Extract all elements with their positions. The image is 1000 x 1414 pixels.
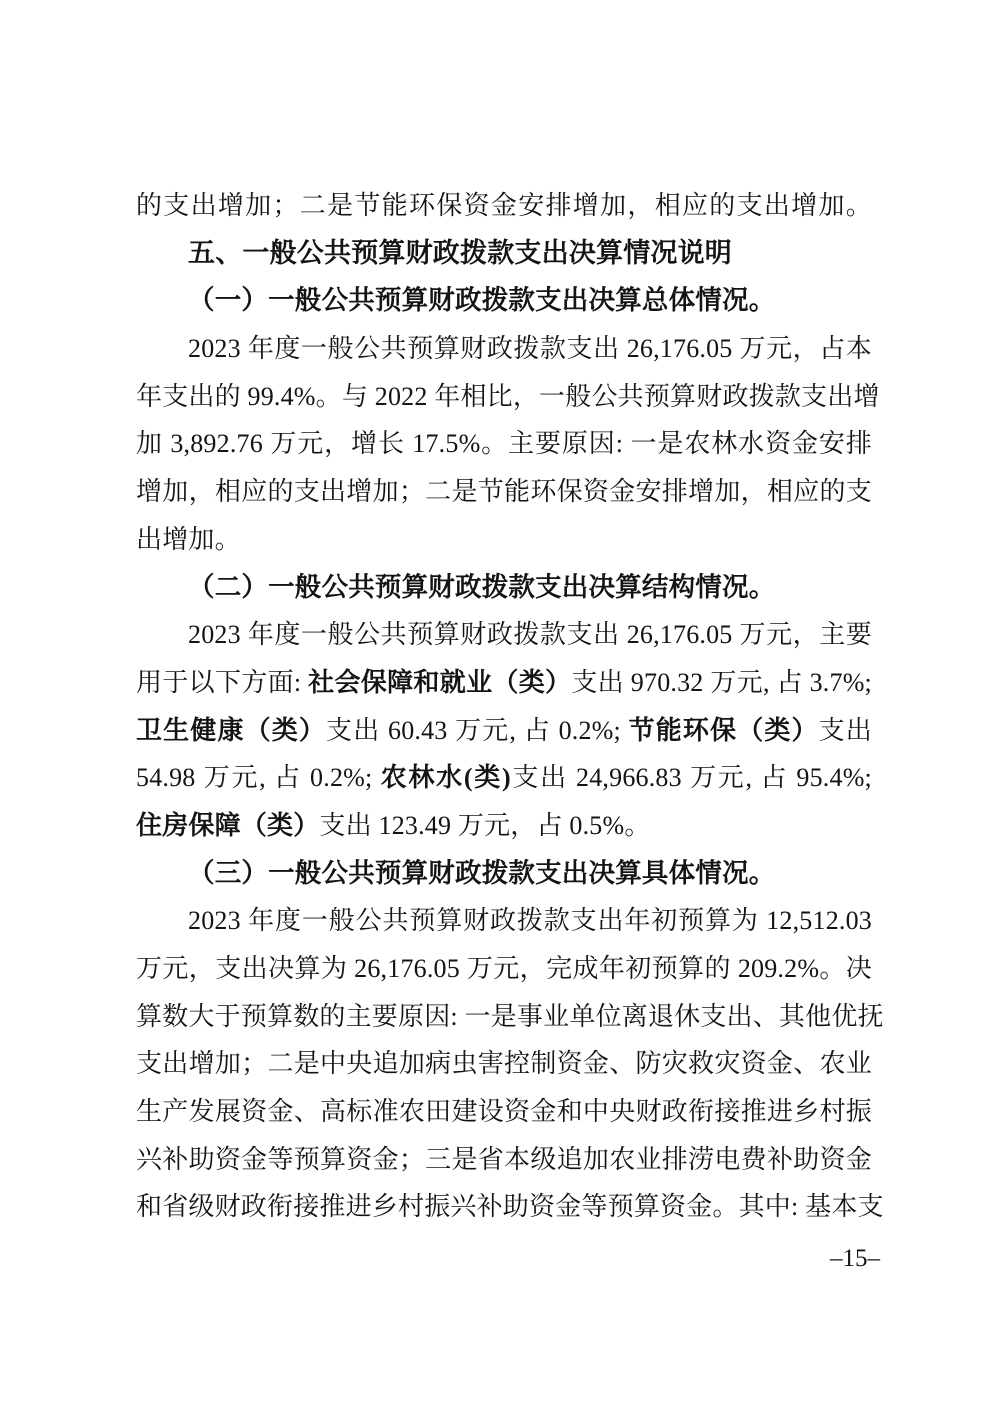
body-text-line bbox=[136, 897, 872, 945]
text-segment: 2023 年度一般公共预算财政拨款支出 26,176.05 万元，占本 bbox=[188, 334, 872, 364]
text-segment: 算数大于预算数的主要原因: 一是事业单位离退休支出、其他优抚 bbox=[136, 1001, 884, 1031]
subsection-2-heading bbox=[136, 564, 872, 612]
subsection-1-heading bbox=[136, 277, 872, 325]
body-text-line bbox=[136, 802, 872, 850]
body-text-line bbox=[136, 373, 880, 421]
text-segment: 用于以下方面: bbox=[136, 667, 309, 697]
body-text-line bbox=[136, 516, 872, 564]
text-segment: 支出增加；二是中央追加病虫害控制资金、防灾救灾资金、农业 bbox=[136, 1049, 872, 1079]
text-segment: 增加，相应的支出增加；二是节能环保资金安排增加，相应的支 bbox=[136, 477, 872, 507]
emphasis-text: 五、一般公共预算财政拨款支出决算情况说明 bbox=[188, 237, 732, 268]
body-text-line bbox=[136, 993, 884, 1041]
text-segment: 和省级财政衔接推进乡村振兴补助资金等预算资金。其中: 基本支 bbox=[136, 1192, 884, 1222]
text-segment: 的支出增加；二是节能环保资金安排增加，相应的支出增加。 bbox=[136, 191, 872, 220]
body-text-line bbox=[136, 325, 872, 373]
text-segment: 加 3,892.76 万元，增长 17.5%。主要原因: 一是农林水资金安排 bbox=[136, 429, 872, 459]
body-text-line bbox=[136, 182, 872, 230]
text-segment: 支出 24,966.83 万元, 占 95.4%; bbox=[510, 763, 872, 793]
body-text-line bbox=[136, 707, 872, 755]
body-text-line bbox=[136, 659, 872, 707]
text-segment: 2023 年度一般公共预算财政拨款支出年初预算为 12,512.03 bbox=[188, 906, 872, 936]
emphasis-text: 住房保障（类） bbox=[136, 810, 320, 840]
text-segment: 出增加。 bbox=[136, 524, 241, 554]
body-text-line bbox=[136, 1040, 872, 1088]
body-text-line bbox=[136, 468, 872, 516]
section-5-heading bbox=[136, 230, 872, 278]
body-text-line bbox=[136, 1088, 872, 1136]
body-text-line bbox=[136, 754, 872, 802]
body-text-line bbox=[136, 420, 872, 468]
emphasis-text: 社会保障和就业（类） bbox=[308, 667, 572, 697]
page-number: –15– bbox=[830, 1245, 880, 1272]
emphasis-text: 卫生健康（类） bbox=[136, 715, 327, 745]
text-segment: 支出 123.49 万元，占 0.5%。 bbox=[319, 810, 651, 840]
subsection-3-heading bbox=[136, 850, 872, 898]
emphasis-text: （三）一般公共预算财政拨款支出决算具体情况。 bbox=[188, 857, 776, 888]
body-text-line bbox=[136, 611, 872, 659]
text-segment: 支出 bbox=[818, 715, 873, 745]
emphasis-text: 农林水(类) bbox=[380, 763, 511, 793]
emphasis-text: （一）一般公共预算财政拨款支出决算总体情况。 bbox=[188, 285, 776, 316]
body-text-line bbox=[136, 945, 872, 993]
text-segment: 2023 年度一般公共预算财政拨款支出 26,176.05 万元，主要 bbox=[188, 620, 872, 650]
body-text-line bbox=[136, 1183, 884, 1231]
emphasis-text: 节能环保（类） bbox=[628, 715, 819, 745]
text-segment: 支出 970.32 万元, 占 3.7%; bbox=[571, 667, 872, 697]
text-segment: 年支出的 99.4%。与 2022 年相比，一般公共预算财政拨款支出增 bbox=[136, 381, 880, 411]
text-segment: 万元，支出决算为 26,176.05 万元，完成年初预算的 209.2%。决 bbox=[136, 954, 872, 983]
text-segment: 54.98 万元, 占 0.2%; bbox=[136, 763, 381, 793]
text-segment: 支出 60.43 万元, 占 0.2%; bbox=[326, 715, 629, 745]
text-segment: 生产发展资金、高标准农田建设资金和中央财政衔接推进乡村振 bbox=[136, 1097, 872, 1127]
text-segment: 兴补助资金等预算资金；三是省本级追加农业排涝电费补助资金 bbox=[136, 1144, 872, 1174]
document-body bbox=[136, 182, 884, 1231]
body-text-line bbox=[136, 1136, 872, 1184]
emphasis-text: （二）一般公共预算财政拨款支出决算结构情况。 bbox=[188, 571, 776, 602]
